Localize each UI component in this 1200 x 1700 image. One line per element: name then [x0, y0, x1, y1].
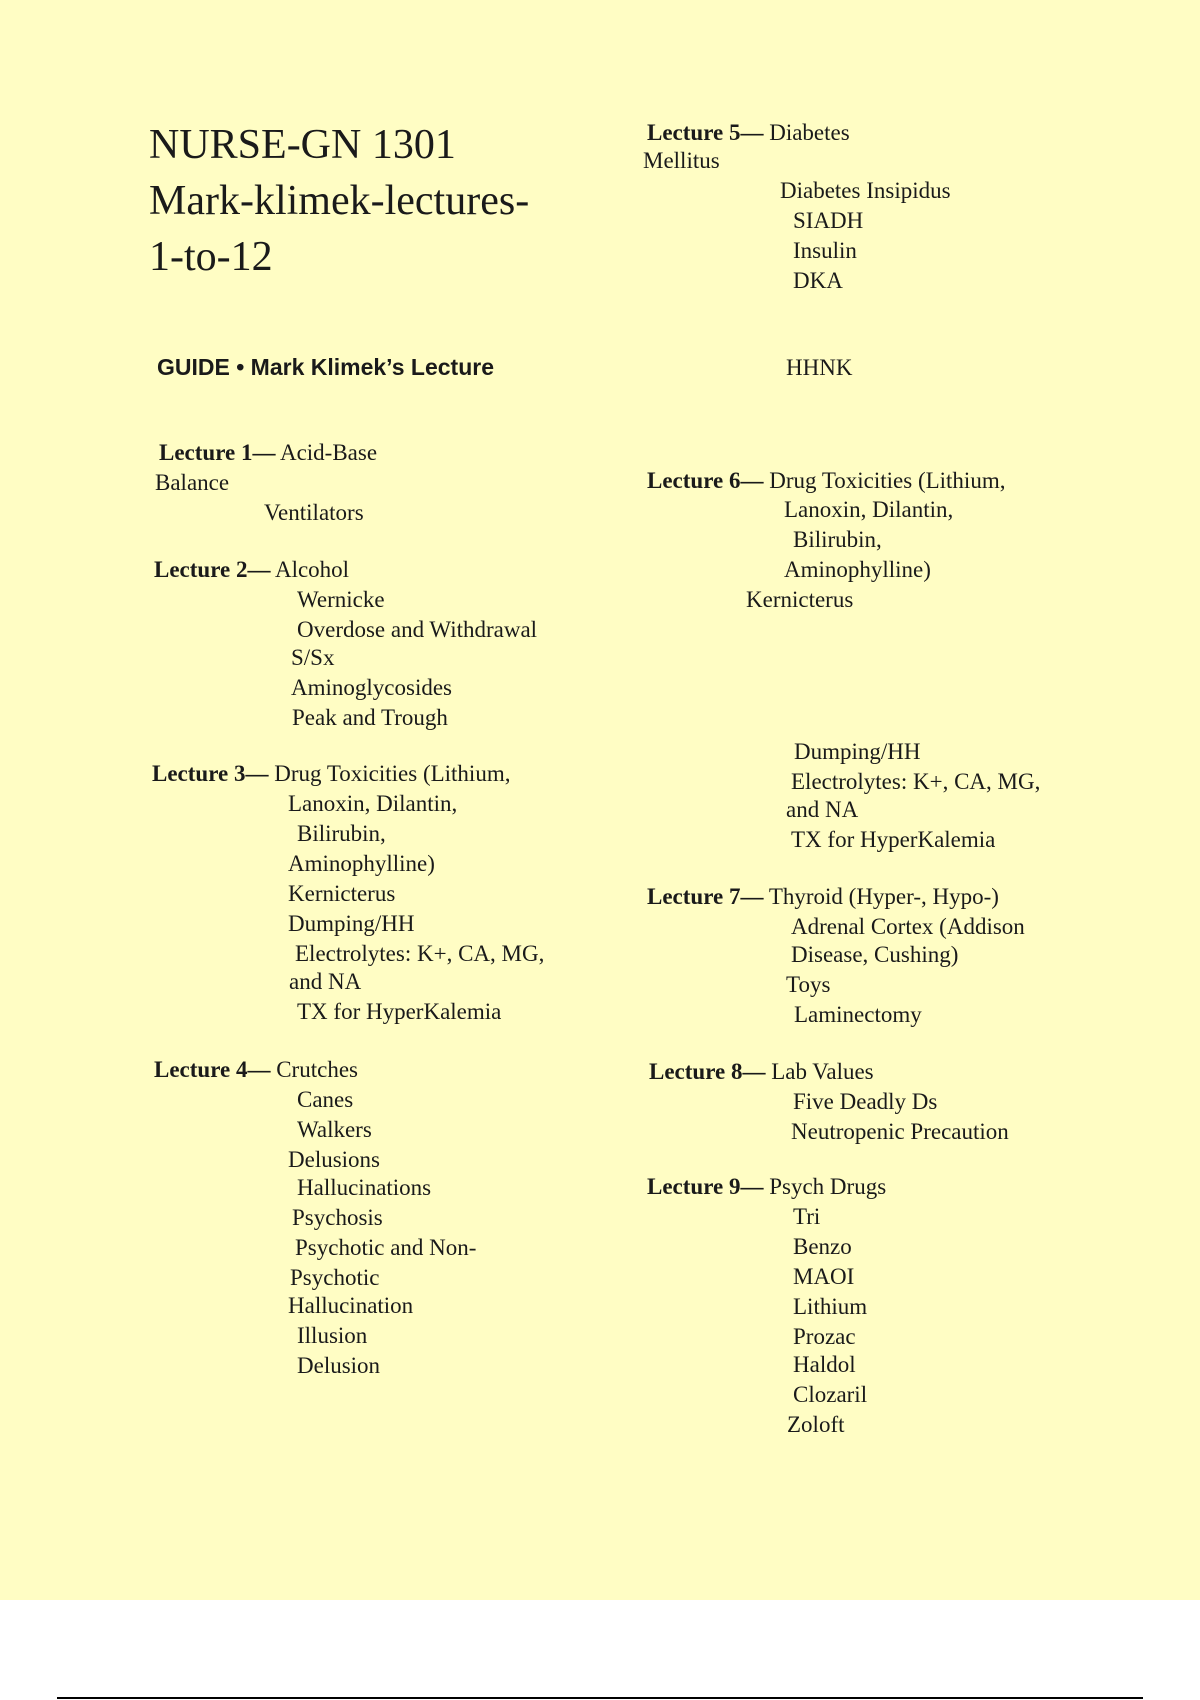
lecture-5-line-1: Diabetes [769, 120, 850, 145]
lecture-7-heading [647, 884, 999, 910]
lecture-2-line-2: Wernicke [297, 587, 385, 612]
lecture-4-line-9: Hallucination [288, 1293, 414, 1318]
lecture-5-line-6: DKA [793, 268, 843, 293]
lecture-9-line-2: Tri [793, 1204, 821, 1229]
lecture-7-label: Lecture 7— [647, 884, 764, 909]
lecture-2-line-1: Alcohol [274, 557, 350, 582]
lecture-4-line-11: Delusion [297, 1353, 381, 1378]
lecture-1-line-2: Balance [155, 470, 230, 495]
lecture-2-line-5: Aminoglycosides [291, 675, 452, 700]
lecture-6-line-5: Kernicterus [746, 587, 854, 612]
lecture-8-heading [649, 1059, 874, 1085]
lecture-4-line-6: Psychosis [292, 1205, 383, 1230]
lecture-5-line-7: HHNK [786, 355, 853, 380]
guide-heading: GUIDE • Mark Klimek’s Lecture [157, 354, 494, 380]
lecture-1-label: Lecture 1— [159, 440, 276, 465]
lecture-8-line-3: Neutropenic Precaution [791, 1119, 1009, 1144]
lecture-6-line-8: and NA [786, 797, 859, 822]
document-title-line-2: Mark-klimek-lectures- [149, 178, 530, 224]
lecture-8-line-2: Five Deadly Ds [793, 1089, 938, 1114]
document-title-line-3: 1-to-12 [149, 234, 273, 280]
lecture-7-line-4: Toys [786, 972, 831, 997]
lecture-1-line-1: Acid-Base [279, 440, 378, 465]
lecture-9-line-5: Lithium [793, 1294, 868, 1319]
lecture-4-line-1: Crutches [276, 1057, 358, 1082]
lecture-3-line-2: Lanoxin, Dilantin, [288, 791, 458, 816]
lecture-7-line-3: Disease, Cushing) [791, 942, 959, 967]
lecture-3-label: Lecture 3— [152, 761, 269, 786]
lecture-4-line-2: Canes [297, 1087, 354, 1112]
lecture-2-line-6: Peak and Trough [292, 705, 448, 730]
lecture-6-line-2: Lanoxin, Dilantin, [784, 497, 954, 522]
lecture-3-line-3: Bilirubin, [297, 821, 386, 846]
lecture-3-line-5: Kernicterus [288, 881, 396, 906]
lecture-3-line-8: and NA [289, 969, 362, 994]
lecture-5-line-5: Insulin [793, 238, 857, 263]
lecture-3-heading [152, 761, 510, 787]
lecture-2-line-3: Overdose and Withdrawal [297, 617, 538, 642]
lecture-9-line-8: Clozaril [793, 1382, 868, 1407]
lecture-3-line-6: Dumping/HH [288, 911, 415, 936]
lecture-7-line-2: Adrenal Cortex (Addison [791, 914, 1025, 939]
lecture-5-line-4: SIADH [793, 208, 864, 233]
lecture-2-heading [154, 557, 349, 583]
lecture-9-line-1: Psych Drugs [769, 1174, 887, 1199]
lecture-3-line-7: Electrolytes: K+, CA, MG, [295, 941, 545, 966]
lecture-4-line-8: Psychotic [290, 1265, 380, 1290]
lecture-4-line-7: Psychotic and Non- [295, 1235, 477, 1260]
lecture-8-line-1: Lab Values [771, 1059, 874, 1084]
lecture-6-label: Lecture 6— [647, 468, 764, 493]
document-title-line-1: NURSE-GN 1301 [149, 122, 456, 168]
lecture-9-label: Lecture 9— [647, 1174, 764, 1199]
lecture-9-line-4: MAOI [793, 1264, 855, 1289]
lecture-6-line-9: TX for HyperKalemia [791, 827, 996, 852]
lecture-4-line-3: Walkers [297, 1117, 372, 1142]
lecture-5-line-2: Mellitus [643, 148, 720, 173]
lecture-9-line-6: Prozac [793, 1324, 856, 1349]
lecture-6-line-7: Electrolytes: K+, CA, MG, [791, 769, 1041, 794]
lecture-1-line-3: Ventilators [264, 500, 364, 525]
lecture-6-line-1: Drug Toxicities (Lithium, [769, 468, 1006, 493]
lecture-6-line-3: Bilirubin, [793, 527, 882, 552]
lecture-5-line-3: Diabetes Insipidus [780, 178, 951, 203]
lecture-6-line-6: Dumping/HH [794, 739, 921, 764]
lecture-5-heading [647, 120, 850, 146]
lecture-8-label: Lecture 8— [649, 1059, 766, 1084]
lecture-4-line-10: Illusion [297, 1323, 368, 1348]
bottom-divider [57, 1697, 1143, 1699]
lecture-9-line-7: Haldol [793, 1352, 856, 1377]
lecture-4-line-5: Hallucinations [297, 1175, 432, 1200]
lecture-4-heading [154, 1057, 358, 1083]
lecture-3-line-4: Aminophylline) [288, 851, 435, 876]
lecture-4-label: Lecture 4— [154, 1057, 271, 1082]
lecture-2-label: Lecture 2— [154, 557, 271, 582]
lecture-5-label: Lecture 5— [647, 120, 764, 145]
lecture-6-line-4: Aminophylline) [784, 557, 931, 582]
lecture-9-line-9: Zoloft [787, 1412, 845, 1437]
lecture-3-line-1: Drug Toxicities (Lithium, [274, 761, 511, 786]
lecture-6-heading [647, 468, 1005, 494]
lecture-9-line-3: Benzo [793, 1234, 852, 1259]
lecture-9-heading [647, 1174, 886, 1200]
lecture-7-line-5: Laminectomy [794, 1002, 922, 1027]
lecture-3-line-9: TX for HyperKalemia [297, 999, 502, 1024]
lecture-2-line-4: S/Sx [291, 645, 335, 670]
lecture-4-line-4: Delusions [288, 1147, 380, 1172]
lecture-7-line-1: Thyroid (Hyper-, Hypo-) [768, 884, 999, 909]
lecture-1-heading [159, 440, 377, 466]
